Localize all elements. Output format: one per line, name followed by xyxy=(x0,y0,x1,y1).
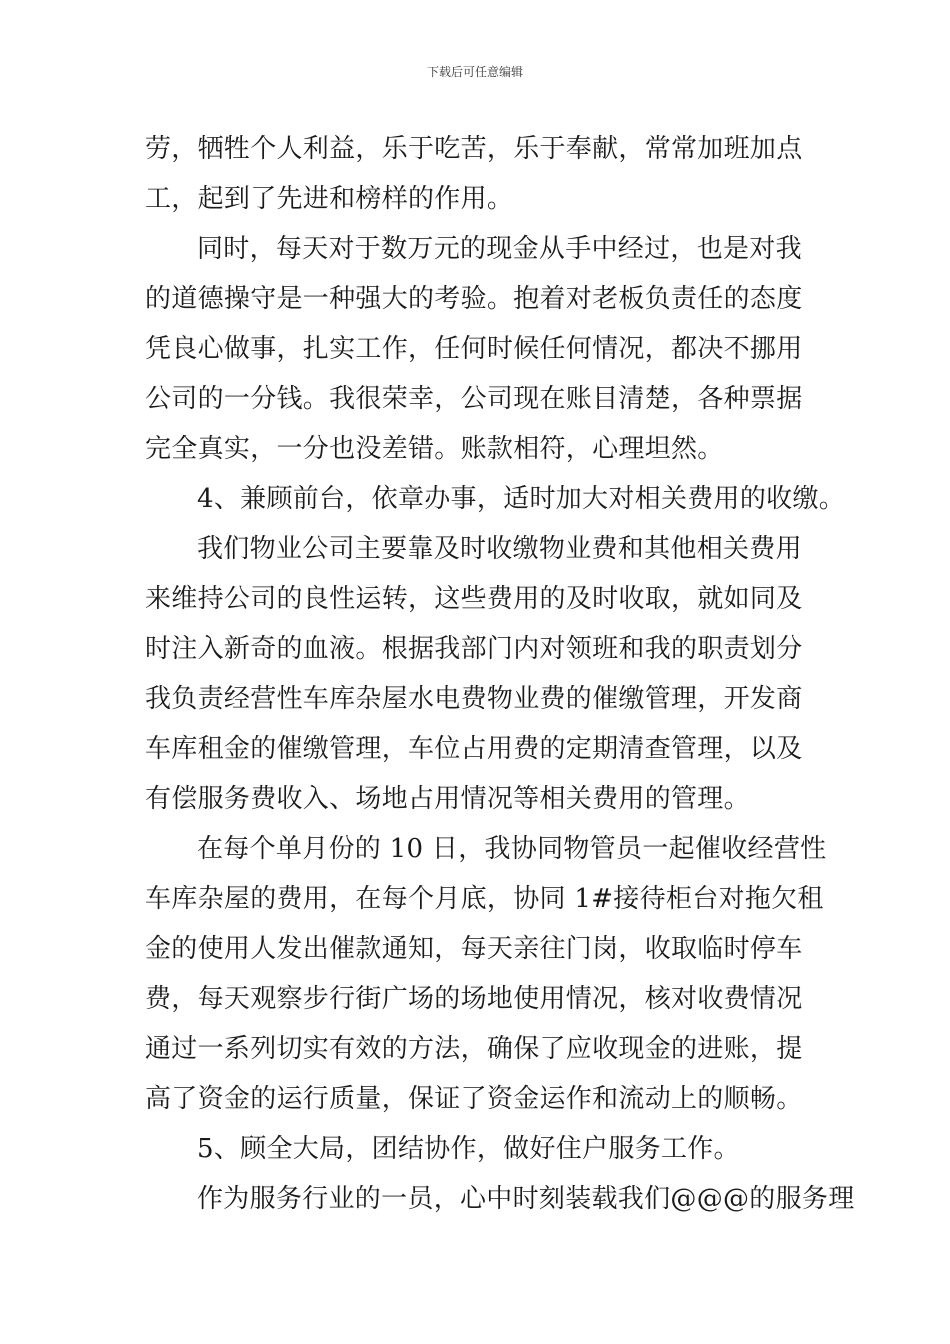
text-line: 劳，牺牲个人利益，乐于吃苦，乐于奉献，常常加班加点 xyxy=(145,134,803,164)
text-line: 有偿服务费收入、场地占用情况等相关费用的管理。 xyxy=(145,784,750,814)
text-line: 工，起到了先进和榜样的作用。 xyxy=(145,184,514,214)
section-heading: 4、兼顾前台，依章办事，适时加大对相关费用的收缴。 xyxy=(197,484,846,514)
text-line: 作为服务行业的一员，心中时刻装载我们@@@的服务理 xyxy=(197,1184,855,1214)
text-line: 金的使用人发出催款通知，每天亲往门岗，收取临时停车 xyxy=(145,934,803,964)
text-line: 的道德操守是一种强大的考验。抱着对老板负责任的态度 xyxy=(145,284,803,314)
page-header: 下载后可任意编辑 xyxy=(426,65,523,79)
text-line: 在每个单月份的 10 日，我协同物管员一起催收经营性 xyxy=(197,834,827,864)
text-line: 高了资金的运行质量，保证了资金运作和流动上的顺畅。 xyxy=(145,1084,803,1114)
text-line: 通过一系列切实有效的方法，确保了应收现金的进账，提 xyxy=(145,1034,803,1064)
text-line: 费，每天观察步行街广场的场地使用情况，核对收费情况 xyxy=(145,984,803,1014)
text-line: 车库租金的催缴管理，车位占用费的定期清查管理，以及 xyxy=(145,734,803,764)
text-line: 来维持公司的良性运转，这些费用的及时收取，就如同及 xyxy=(145,584,803,614)
text-line: 凭良心做事，扎实工作，任何时候任何情况，都决不挪用 xyxy=(145,334,803,364)
text-line: 车库杂屋的费用，在每个月底，协同 1#接待柜台对拖欠租 xyxy=(145,884,824,914)
text-line: 我负责经营性车库杂屋水电费物业费的催缴管理，开发商 xyxy=(145,684,803,714)
text-line: 完全真实，一分也没差错。账款相符，心理坦然。 xyxy=(145,434,724,464)
document-body xyxy=(145,124,855,1224)
text-line: 时注入新奇的血液。根据我部门内对领班和我的职责划分 xyxy=(145,634,803,664)
section-heading: 5、顾全大局，团结协作，做好住户服务工作。 xyxy=(197,1134,740,1164)
text-line: 我们物业公司主要靠及时收缴物业费和其他相关费用 xyxy=(197,534,802,564)
text-line: 同时，每天对于数万元的现金从手中经过，也是对我 xyxy=(197,234,802,264)
text-line: 公司的一分钱。我很荣幸，公司现在账目清楚，各种票据 xyxy=(145,384,803,414)
